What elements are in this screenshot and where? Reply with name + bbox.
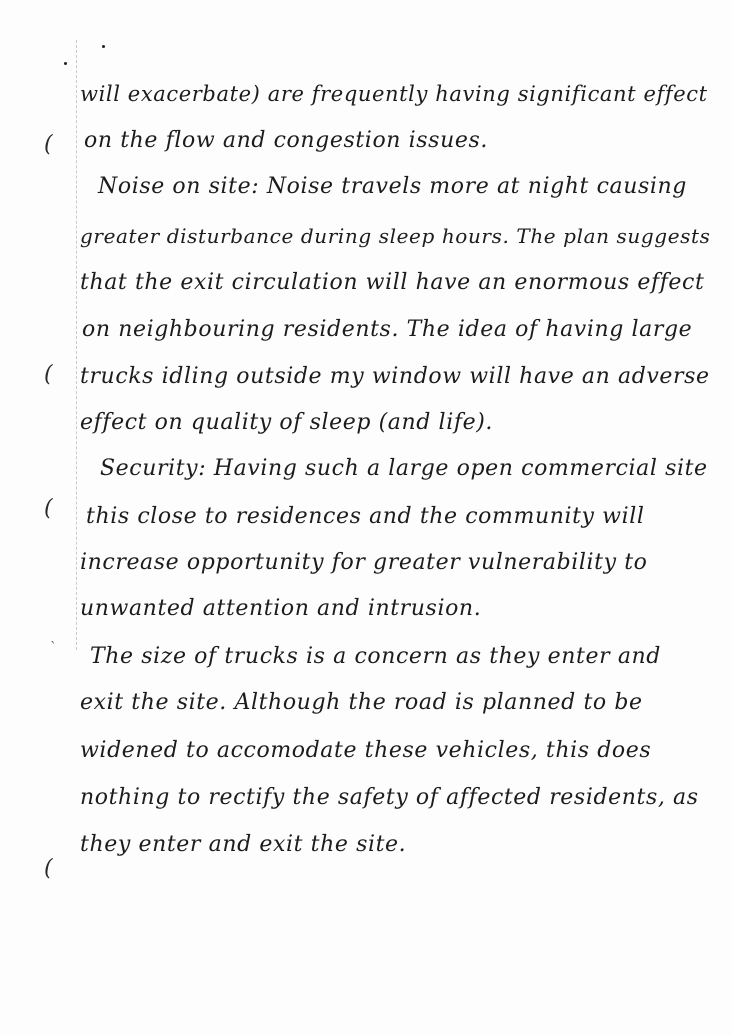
text-line-17: they enter and exit the site. (80, 832, 407, 857)
text-line-5: that the exit circulation will have an enormous effect (80, 270, 705, 295)
text-line-7: trucks idling outside my window will have an adverse (80, 364, 710, 389)
margin-tick: ` (50, 640, 57, 656)
text-line-16: nothing to rectify the safety of affected residents, as (80, 785, 699, 810)
margin-bracket: ( (44, 856, 53, 881)
margin-bracket: ( (44, 132, 53, 157)
text-line-9: Security: Having such a large open commercial site (100, 456, 708, 481)
text-line-13: The size of trucks is a concern as they enter and (90, 644, 661, 669)
text-line-8: effect on quality of sleep (and life). (80, 410, 493, 435)
margin-rule (76, 40, 77, 650)
text-line-6: on neighbouring residents. The idea of having large (82, 317, 693, 342)
text-line-3: Noise on site: Noise travels more at night causing (98, 174, 687, 199)
text-line-4: greater disturbance during sleep hours. The plan suggests (80, 224, 711, 248)
margin-bracket: ( (44, 496, 53, 521)
ink-dot (102, 45, 105, 48)
ink-dot (64, 62, 67, 65)
text-line-14: exit the site. Although the road is planned to be (80, 690, 643, 715)
text-line-10: this close to residences and the community will (86, 504, 645, 529)
text-line-15: widened to accomodate these vehicles, this does (80, 738, 652, 763)
text-line-1: will exacerbate) are frequently having significant effect (80, 82, 708, 106)
text-line-12: unwanted attention and intrusion. (80, 596, 482, 621)
margin-bracket: ( (44, 362, 53, 387)
text-line-11: increase opportunity for greater vulnerability to (80, 550, 648, 575)
text-line-2: on the flow and congestion issues. (84, 128, 488, 153)
